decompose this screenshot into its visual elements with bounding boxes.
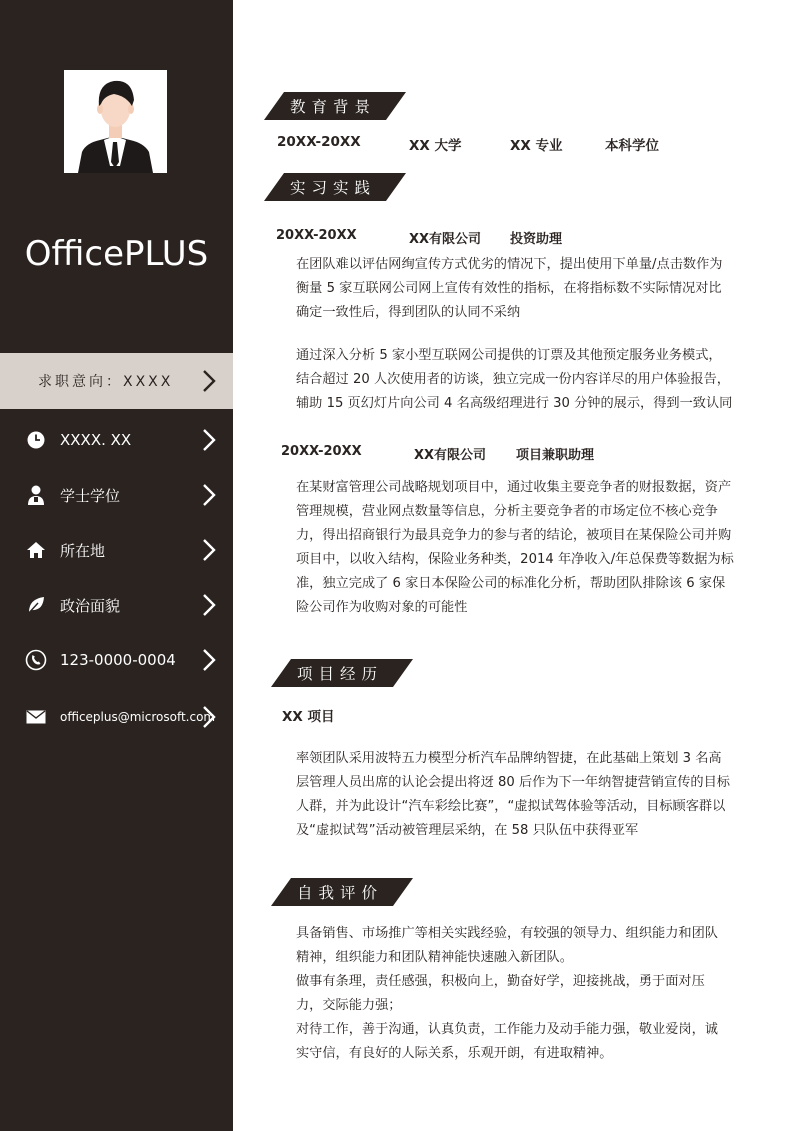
section-title-projects xyxy=(271,659,413,687)
job1-role: 投资助理 xyxy=(510,232,563,247)
degree-text: 学士学位 xyxy=(60,486,121,505)
info-item-phone xyxy=(0,640,233,680)
project-name: XX 项目 xyxy=(282,709,335,725)
self-title: 自我评价 xyxy=(297,884,384,902)
info-item-email xyxy=(0,697,233,737)
chevron-right-icon xyxy=(200,592,218,618)
section-title-internship xyxy=(264,173,406,201)
job1-company: XX有限公司 xyxy=(409,232,482,247)
user-icon xyxy=(25,484,47,506)
section-title-education xyxy=(264,92,406,120)
politics-text: 政治面貌 xyxy=(60,596,121,615)
sidebar xyxy=(0,0,233,1131)
avatar xyxy=(64,70,167,173)
info-item-birth xyxy=(0,420,233,460)
education-major: XX 专业 xyxy=(510,138,563,154)
job2-period: 20XX-20XX xyxy=(281,444,362,459)
phone-icon xyxy=(25,649,47,671)
info-item-location xyxy=(0,530,233,570)
location-text: 所在地 xyxy=(60,541,106,560)
job2-company: XX有限公司 xyxy=(414,448,487,463)
self-line-1: 具备销售、市场推广等相关实践经验，有较强的领导力、组织能力和团队精神，组织能力和团队精神能快速融入新团队。 xyxy=(296,926,718,965)
job1-paragraph-2: 通过深入分析 5 家小型互联网公司提供的订票及其他预定服务业务模式，结合超过 20 人次使用者的访谈，独立完成一份内容详尽的用户体验报告，辅助 15 页幻灯片向公司 4 名高级绍理进行 30 分钟的展示，得到一致认同 xyxy=(296,348,733,411)
leaf-icon xyxy=(25,594,47,616)
job2-role: 项目兼职助理 xyxy=(516,448,595,463)
education-title: 教育背景 xyxy=(290,98,377,116)
info-item-degree xyxy=(0,475,233,515)
chevron-right-icon xyxy=(200,647,218,673)
phone-text: 123-0000-0004 xyxy=(60,651,176,669)
self-line-2: 做事有条理，责任感强，积极向上，勤奋好学，迎接挑战，勇于面对压力，交际能力强； xyxy=(296,974,705,1013)
job-intent-bar xyxy=(0,353,233,409)
birth-text: XXXX. XX xyxy=(60,431,132,449)
chevron-right-icon xyxy=(200,427,218,453)
person-avatar-icon xyxy=(64,70,167,173)
brand-name: OfficePLUS xyxy=(24,234,209,274)
chevron-right-icon xyxy=(200,368,218,394)
home-icon xyxy=(25,539,47,561)
chevron-right-icon xyxy=(200,537,218,563)
email-text: officeplus@microsoft.com xyxy=(60,710,216,724)
chevron-right-icon xyxy=(200,704,218,730)
education-degree: 本科学位 xyxy=(605,138,659,154)
job-intent-label: 求职意向：XXXX xyxy=(38,374,174,390)
info-item-politics xyxy=(0,585,233,625)
mail-icon xyxy=(25,706,47,728)
job1-paragraph-1: 在团队难以评估网绚宣传方式优劣的情况下，提出使用下单量/点击数作为衡量 5 家互联网公司网上宣传有效性的指标，在将指标数不实际情况对比确定一致性后，得到团队的认同不采纳 xyxy=(296,257,723,320)
education-period: 20XX-20XX xyxy=(277,134,361,150)
projects-title: 项目经历 xyxy=(297,665,384,683)
self-line-3: 对待工作，善于沟通，认真负责，工作能力及动手能力强，敬业爱岗，诚实守信，有良好的人际关系，乐观开朗，有进取精神。 xyxy=(296,1022,718,1061)
job1-period: 20XX-20XX xyxy=(276,228,357,243)
section-title-self xyxy=(271,878,413,906)
project-paragraph: 率领团队采用波特五力模型分析汽车品牌纳智捷，在此基础上策划 3 名高层管理人员出席的认论会提出将迓 80 后作为下一年纳智捷营销宣传的目标人群，并为此设计“汽车彩绘比赛”，“虚拟试驾体验等活动，目标顾客群以及“虚拟试驾”活动被管理层采纳，在 58 只队伍中获得亚军 xyxy=(296,751,730,838)
education-school: XX 大学 xyxy=(409,138,462,154)
job2-paragraph-1: 在某财富管理公司战略规划项目中，通过收集主要竞争者的财报数据，资产管理规模，营业网点数量等信息，分析主要竞争者的市场定位不核心竞争力，得出招商银行为最具竞争力的参与者的结论，被项目在某保险公司并购项目中，以收入结构，保险业务种类，2014 年净收入/年总保费等数据为标准，独立完成了 6 家日本保险公司的标准化分析，帮助团队排除该 6 家保险公司作为收购对象的可能性 xyxy=(296,480,734,615)
chevron-right-icon xyxy=(200,482,218,508)
internship-title: 实习实践 xyxy=(290,179,377,197)
clock-icon xyxy=(25,429,47,451)
